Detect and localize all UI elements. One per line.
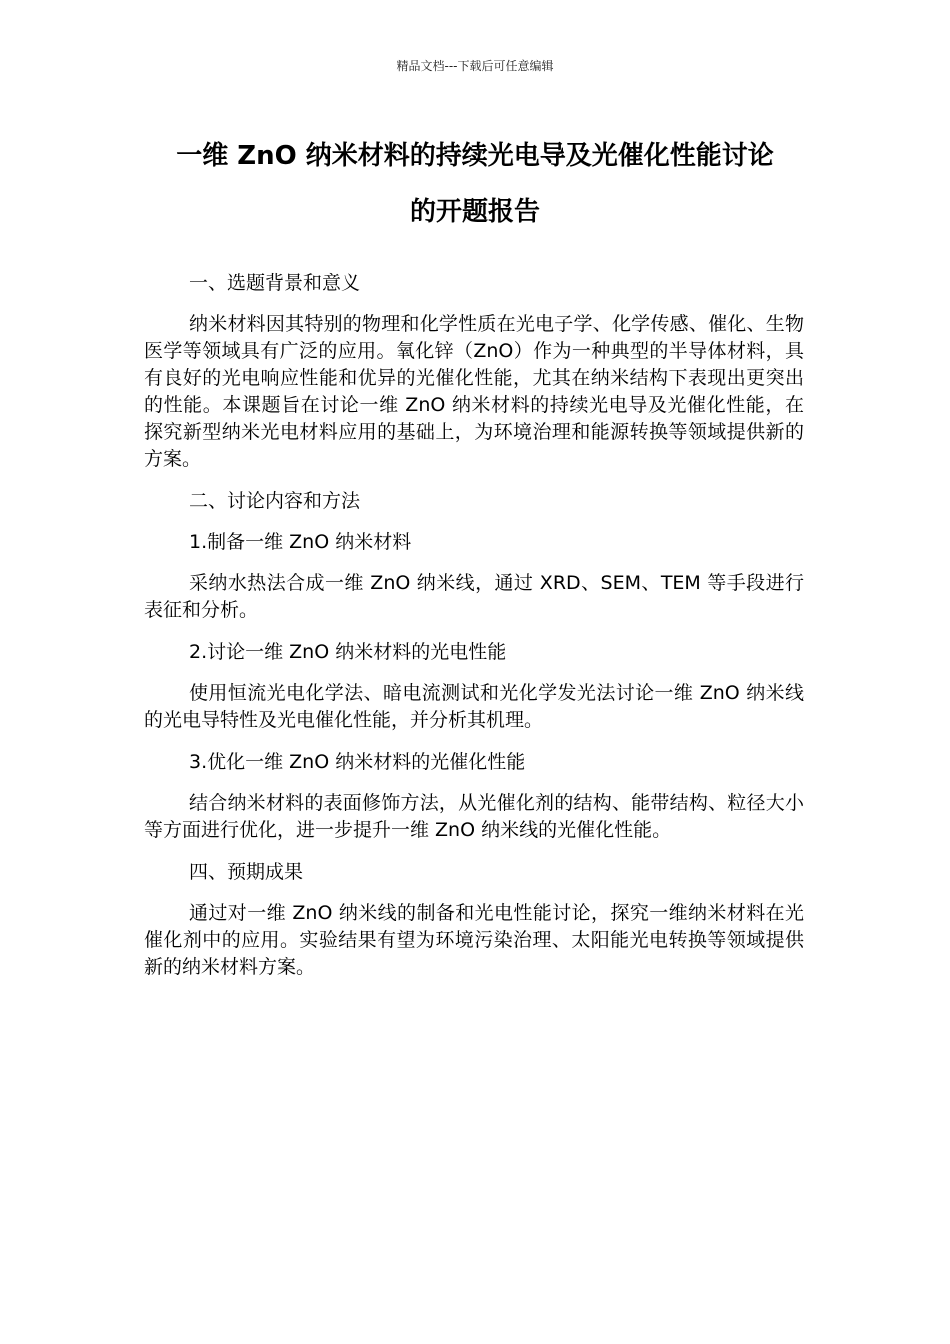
paragraph-background: 纳米材料因其特别的物理和化学性质在光电子学、化学传感、催化、生物医学等领域具有广泛的应用。氧化锌（ZnO）作为一种典型的半导体材料，具有良好的光电响应性能和优异的光催化性能，尤其在纳米结构下表现出更突出的性能。本课题旨在讨论一维 ZnO 纳米材料的持续光电导及光催化性能，在探究新型纳米光电材料应用的基础上，为环境治理和能源转换等领域提供新的方案。 <box>144 313 804 470</box>
section-heading-content-methods: 二、讨论内容和方法 <box>189 490 361 512</box>
subheading-photoelectric: 2.讨论一维 ZnO 纳米材料的光电性能 <box>189 641 507 663</box>
paragraph-photoelectric: 使用恒流光电化学法、暗电流测试和光化学发光法讨论一维 ZnO 纳米线的光电导特性及光电催化性能，并分析其机理。 <box>144 682 804 731</box>
title-line-2: 的开题报告 <box>409 197 540 227</box>
paragraph-preparation: 采纳水热法合成一维 ZnO 纳米线，通过 XRD、SEM、TEM 等手段进行表征和分析。 <box>144 572 804 621</box>
document-title <box>140 128 810 240</box>
subheading-preparation: 1.制备一维 ZnO 纳米材料 <box>189 531 412 553</box>
subheading-optimization: 3.优化一维 ZnO 纳米材料的光催化性能 <box>189 751 526 773</box>
title-line-1: 一维 ZnO 纳米材料的持续光电导及光催化性能讨论 <box>176 141 774 171</box>
section-heading-background: 一、选题背景和意义 <box>189 272 361 294</box>
header-note: 精品文档---下载后可任意编辑 <box>396 59 554 73</box>
paragraph-expected-results: 通过对一维 ZnO 纳米线的制备和光电性能讨论，探究一维纳米材料在光催化剂中的应用。实验结果有望为环境污染治理、太阳能光电转换等领域提供新的纳米材料方案。 <box>144 902 804 978</box>
section-heading-expected-results: 四、预期成果 <box>189 861 304 883</box>
paragraph-optimization: 结合纳米材料的表面修饰方法，从光催化剂的结构、能带结构、粒径大小等方面进行优化，进一步提升一维 ZnO 纳米线的光催化性能。 <box>144 792 804 841</box>
document-body <box>144 270 804 996</box>
